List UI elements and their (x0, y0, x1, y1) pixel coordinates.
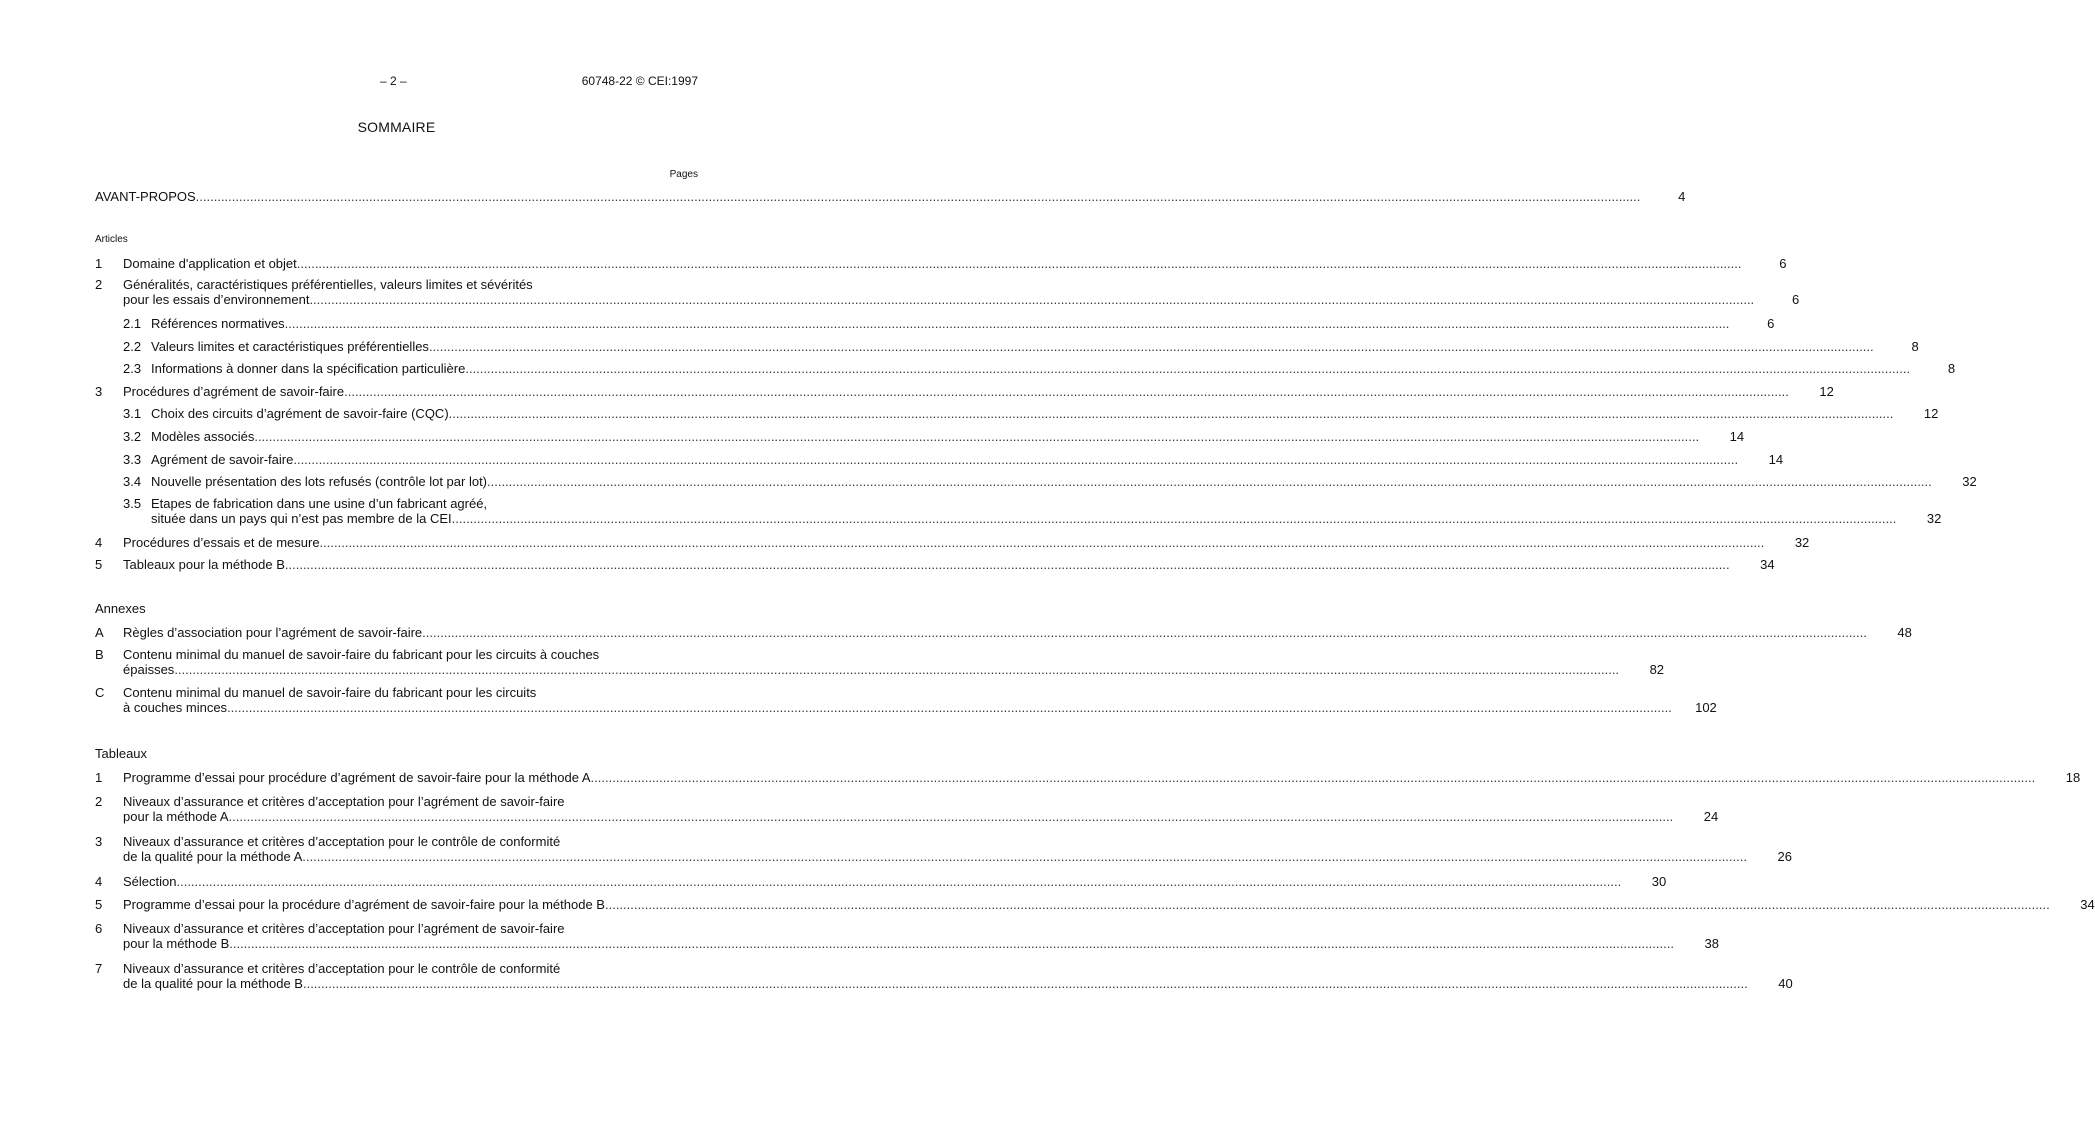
toc-entry-number: A (95, 625, 104, 640)
toc-entry-number: 3 (95, 834, 103, 849)
toc-entry-page: 6 (1767, 316, 1775, 331)
toc-entry-text: Domaine d'application et objet (123, 256, 297, 271)
toc-entry-text: Programme d’essai pour procédure d’agrément de savoir-faire pour la méthode A (123, 770, 591, 785)
dot-leader: ................................................................................................................................................................................................................................................................................................................................................................................................................ (293, 452, 1739, 467)
dot-leader: ................................................................................................................................................................................................................................................................................................................................................................................................................ (590, 770, 2036, 785)
dot-leader: ................................................................................................................................................................................................................................................................................................................................................................................................................ (228, 809, 1674, 824)
toc-entry-number: 3.5 (123, 496, 142, 511)
toc-entry-text: à couches minces (123, 700, 228, 715)
toc-entry-text: Contenu minimal du manuel de savoir-faire du fabricant pour les circuits à couches (123, 647, 600, 662)
dot-leader: ................................................................................................................................................................................................................................................................................................................................................................................................................ (487, 474, 1932, 489)
toc-entry-page: 32 (1926, 511, 1942, 526)
toc-entry-number: 1 (95, 256, 103, 271)
toc-entry-text: Contenu minimal du manuel de savoir-faire du fabricant pour les circuits (123, 685, 537, 700)
toc-entry-text: Références normatives (151, 316, 285, 331)
dot-leader: ................................................................................................................................................................................................................................................................................................................................................................................................................ (344, 384, 1789, 399)
dot-leader: ................................................................................................................................................................................................................................................................................................................................................................................................................ (428, 339, 1874, 354)
toc-entry-page: 14 (1768, 452, 1784, 467)
toc-entry-text: de la qualité pour la méthode A (123, 849, 303, 864)
dot-leader: ................................................................................................................................................................................................................................................................................................................................................................................................................ (174, 662, 1620, 677)
toc-entry-page: 32 (1794, 535, 1810, 550)
toc-entry-page: 12 (1923, 406, 1939, 421)
toc-entry-page: 24 (1703, 809, 1719, 824)
toc-entry-text: épaisses (123, 662, 175, 677)
dot-leader: ................................................................................................................................................................................................................................................................................................................................................................................................................ (284, 557, 1730, 572)
dot-leader: ................................................................................................................................................................................................................................................................................................................................................................................................................ (422, 625, 1867, 640)
dot-leader: ................................................................................................................................................................................................................................................................................................................................................................................................................ (319, 535, 1765, 550)
toc-entry-text: Tableaux pour la méthode B (123, 557, 285, 572)
dot-leader: ................................................................................................................................................................................................................................................................................................................................................................................................................ (296, 256, 1742, 271)
toc-entry-text: Modèles associés (151, 429, 255, 444)
toc-entry-text: Niveaux d’assurance et critères d’acceptation pour l’agrément de savoir-faire (123, 794, 565, 809)
toc-entry-number: B (95, 647, 104, 662)
toc-entry-page: 18 (2065, 770, 2081, 785)
dot-leader: ................................................................................................................................................................................................................................................................................................................................................................................................................ (176, 874, 1622, 889)
toc-entry-page: 38 (1704, 936, 1719, 951)
dot-leader: ................................................................................................................................................................................................................................................................................................................................................................................................................ (254, 429, 1700, 444)
dot-leader: ................................................................................................................................................................................................................................................................................................................................................................................................................ (227, 700, 1672, 715)
dot-leader: ................................................................................................................................................................................................................................................................................................................................................................................................................ (302, 976, 1748, 991)
toc-entry-number: 3.1 (123, 406, 142, 421)
toc-entry-text: Règles d’association pour l’agrément de savoir-faire (123, 625, 423, 640)
toc-entry-page: 40 (1778, 976, 1793, 991)
toc-entry-number: 1 (95, 770, 103, 785)
toc-entry-text: AVANT-PROPOS (95, 189, 196, 204)
toc-entry-text: Niveaux d’assurance et critères d’acceptation pour le contrôle de conformité (123, 961, 561, 976)
toc-entry-number: 4 (95, 535, 103, 550)
toc-entry-text: Programme d’essai pour la procédure d’agrément de savoir-faire pour la méthode B (123, 897, 605, 912)
toc-entry-page: 82 (1649, 662, 1665, 677)
toc-entry-text: Sélection (123, 874, 177, 889)
section-label-articles: Articles (95, 234, 128, 245)
page-number: – 2 – (380, 74, 407, 88)
document-reference: 60748-22 © CEI:1997 (581, 74, 698, 88)
toc-entry-text: Informations à donner dans la spécification particulière (151, 361, 466, 376)
toc-entry-number: 2.3 (123, 361, 142, 376)
toc-entry-page: 34 (2080, 897, 2095, 912)
toc-entry-text: Généralités, caractéristiques préférentielles, valeurs limites et sévérités (123, 277, 533, 292)
toc-entry-page: 14 (1729, 429, 1745, 444)
dot-leader: ................................................................................................................................................................................................................................................................................................................................................................................................................ (448, 406, 1894, 421)
toc-entry-page: 8 (1947, 361, 1956, 376)
toc-entry-text: Etapes de fabrication dans une usine d’un fabricant agréé, (151, 496, 488, 511)
toc-entry-page: 102 (1695, 700, 1717, 715)
toc-entry-page: 34 (1760, 557, 1775, 572)
toc-entry-number: 3.3 (123, 452, 142, 467)
page-title: SOMMAIRE (357, 119, 436, 135)
toc-entry-number: 3 (95, 384, 103, 399)
toc-entry-page: 32 (1962, 474, 1977, 489)
toc-entry-text: Procédures d’essais et de mesure (123, 535, 320, 550)
toc-entry-text: de la qualité pour la méthode B (123, 976, 303, 991)
toc-entry-number: 2.1 (123, 316, 142, 331)
toc-entry-text: Valeurs limites et caractéristiques préférentielles (151, 339, 429, 354)
toc-entry-text: pour la méthode B (123, 936, 230, 951)
toc-entry-number: 5 (95, 557, 103, 572)
toc-entry-page: 6 (1791, 292, 1800, 307)
toc-entry-number: 2 (95, 794, 103, 809)
toc-entry-text: Niveaux d’assurance et critères d’acceptation pour le contrôle de conformité (123, 834, 561, 849)
toc-entry-text: située dans un pays qui n’est pas membre de la CEI (151, 511, 452, 526)
toc-entry-number: 3.2 (123, 429, 142, 444)
dot-leader: ................................................................................................................................................................................................................................................................................................................................................................................................................ (302, 849, 1747, 864)
toc-entry-page: 6 (1779, 256, 1787, 271)
dot-leader: ................................................................................................................................................................................................................................................................................................................................................................................................................ (309, 292, 1755, 307)
toc-entry-text: Niveaux d’assurance et critères d’acceptation pour l’agrément de savoir-faire (123, 921, 565, 936)
toc-entry-number: 7 (95, 961, 103, 976)
pages-column-label: Pages (669, 169, 698, 180)
section-label-annexes: Annexes (95, 601, 146, 616)
toc-entry-text: Nouvelle présentation des lots refusés (contrôle lot par lot) (151, 474, 488, 489)
dot-leader: ................................................................................................................................................................................................................................................................................................................................................................................................................ (465, 361, 1911, 376)
toc-entry-page: 26 (1777, 849, 1792, 864)
toc-entry-number: 3.4 (123, 474, 142, 489)
toc-entry-text: Agrément de savoir-faire (151, 452, 294, 467)
toc-entry-text: pour la méthode A (123, 809, 229, 824)
section-label-tableaux: Tableaux (95, 746, 148, 761)
toc-entry-number: 6 (95, 921, 103, 936)
toc-entry-text: pour les essais d’environnement (123, 292, 310, 307)
toc-entry-page: 4 (1678, 189, 1686, 204)
toc-entry-number: C (95, 685, 105, 700)
dot-leader: ................................................................................................................................................................................................................................................................................................................................................................................................................ (229, 936, 1674, 951)
toc-entry-text: Choix des circuits d’agrément de savoir-faire (CQC) (151, 406, 449, 421)
toc-entry-number: 5 (95, 897, 103, 912)
dot-leader: ................................................................................................................................................................................................................................................................................................................................................................................................................ (195, 189, 1641, 204)
toc-entry-page: 48 (1897, 625, 1912, 640)
toc-entry-number: 2.2 (123, 339, 142, 354)
toc-entry-page: 12 (1819, 384, 1834, 399)
toc-entry-text: Procédures d’agrément de savoir-faire (123, 384, 345, 399)
toc-entry-page: 30 (1651, 874, 1667, 889)
dot-leader: ................................................................................................................................................................................................................................................................................................................................................................................................................ (451, 511, 1897, 526)
toc-entry-number: 4 (95, 874, 103, 889)
dot-leader: ................................................................................................................................................................................................................................................................................................................................................................................................................ (284, 316, 1730, 331)
toc-entry-number: 2 (95, 277, 103, 292)
dot-leader: ................................................................................................................................................................................................................................................................................................................................................................................................................ (604, 897, 2050, 912)
toc-entry-page: 8 (1911, 339, 1919, 354)
